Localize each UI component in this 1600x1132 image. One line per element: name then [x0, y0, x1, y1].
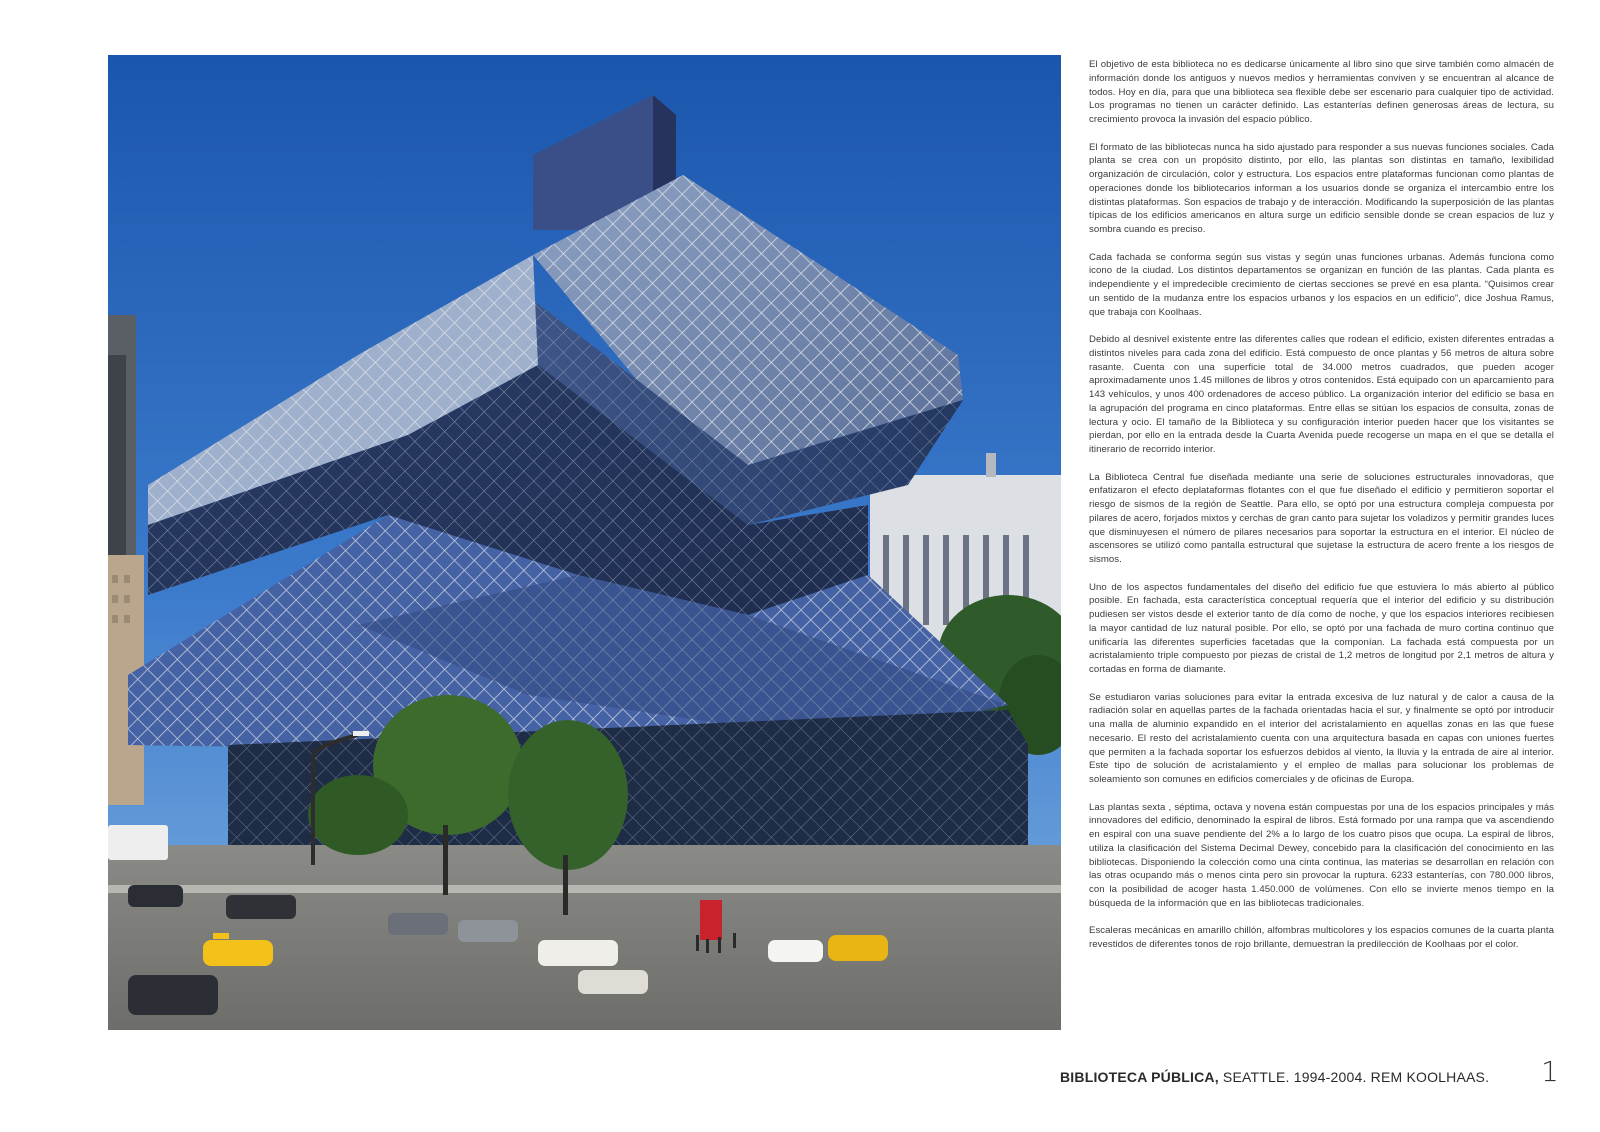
- paragraph: Debido al desnivel existente entre las diferentes calles que rodean el edificio, existen diferentes entradas a distintos niveles para cada zona del edificio. Está compuesto de once plantas y 56 metros de altura sobre rasante. Cuenta con una superficie total de 34.000 metros cuadrados, que pueden acoger aproximadamente unos 1.45 millones de libros y otros contenidos. Está equipado con un aparcamiento para 143 vehículos, y unos 400 ordenadores de acceso público. La organización interior del edificio se basa en la agrupación del programa en cinco plataformas. Entre ellas se sitúan los espacios de consulta, zonas de lectura y ocio. El tamaño de la Biblioteca y su configuración interior pueden hacer que los visitantes se pierdan, por ello en la entrada desde la Cuarta Avenida puede recogerse un mapa en el que se detalla el itinerario de recorrido interior.: [1089, 334, 1554, 455]
- page-caption: [1060, 1069, 1489, 1085]
- caption-details: SEATTLE. 1994-2004. REM KOOLHAAS.: [1218, 1069, 1490, 1085]
- paragraph: El objetivo de esta biblioteca no es dedicarse únicamente al libro sino que sirve también como almacén de información donde los antiguos y nuevos medios y herramientas conviven y se encuentran al alcance de todos. Hoy en día, para que una biblioteca sea flexible debe ser escenario para cualquier tipo de actividad. Los programas no tienen un carácter definido. Las estanterías definen generosas áreas de lectura, su crecimiento provoca la invasión del espacio público.: [1089, 59, 1554, 125]
- page-number: 1: [1541, 1055, 1559, 1088]
- paragraph: Uno de los aspectos fundamentales del diseño del edificio fue que estuviera lo más abierto al público posible. En fachada, esta característica conceptual requería que el interior del edificio y su distribución pudiesen ser vistos desde el exterior tanto de día como de noche, y que los espacios interiores recibiesen la mayor cantidad de luz natural posible. Por ello, se optó por una fachada de muro cortina continuo que unificaría las diferentes superficies facetadas que la componían. La fachada está compuesta por un acristalamiento triple compuesto por piezas de cristal de 1,2 metros de longitud por 2,1 metros de altura y cortadas en forma de diamante.: [1089, 581, 1554, 675]
- building-photo: [108, 55, 1061, 1030]
- article-body: [1089, 58, 1554, 966]
- paragraph: El formato de las bibliotecas nunca ha sido ajustado para responder a sus nuevas funciones sociales. Cada planta se crea con un propósito distinto, por ello, las plantas son distintas en tamaño, lexibilidad organización de circulación, color y estructura. Los espacios entre plataformas funcionan como plantas de operaciones donde los bibliotecarios informan a los usuarios donde se organiza el intercambio entre los distintas plataformas. Son espacios de trabajo y de interacción. Modificando la superposición de las plantas típicas de los edificios americanos en altura surge un edificio sensible donde se crean espacios de luz y sombra cuando es preciso.: [1089, 141, 1554, 235]
- paragraph: La Biblioteca Central fue diseñada mediante una serie de soluciones estructurales innovadoras, que enfatizaron el efecto deplataformas flotantes con el que fue diseñado el edificio y permitieron soportar el riesgo de sismos de la región de Seattle. Para ello, se optó por una estructura compleja compuesta por pilares de acero, forjados mixtos y cerchas de gran canto para sujetar los voladizos y permitir grandes luces que disminuyesen el número de pilares necesarios para soportar la estructura en el interior. El núcleo de ascensores se utilizó como pantalla estructural que sujetase la estructura de acero frente a los riesgos de sismos.: [1089, 471, 1554, 565]
- paragraph: Se estudiaron varias soluciones para evitar la entrada excesiva de luz natural y de calor a causa de la radiación solar en aquellas partes de la fachada orientadas hacia el sur, y finalmente se optó por introducir una malla de aluminio expandido en el interior del acristalamiento en aquellas zonas en las que fuese necesario. El resto del acristalamiento cuenta con una arquitectura basada en capas con uniones fuertes que permiten a la fachada soportar los esfuerzos debidos al viento, la lluvia y la entrada de aire al interior. Este tipo de solución de acristalamiento y el empleo de mallas para solucionar los problemas de soleamiento son comunes en edificios comerciales y de oficinas de Europa.: [1089, 691, 1554, 785]
- paragraph: Cada fachada se conforma según sus vistas y según unas funciones urbanas. Además funciona como icono de la ciudad. Los distintos departamentos se organizan en función de las plantas. Cada planta es independiente y el impredecible crecimiento de ciertas secciones se prevé en esa planta. “Quisimos crear un sentido de la mudanza entre los espacios urbanos y los espacios en un edificio”, dice Joshua Ramus, que trabaja con Koolhaas.: [1089, 251, 1554, 318]
- paragraph: Escaleras mecánicas en amarillo chillón, alfombras multicolores y los espacios comunes de la cuarta planta revestidos de diferentes tonos de rojo brillante, demuestran la predilección de Koolhaas por el color.: [1089, 925, 1554, 950]
- paragraph: Las plantas sexta , séptima, octava y novena están compuestas por una de los espacios principales y más innovadores del edificio, denominado la espiral de libros. Está formado por una rampa que va ascendiendo en espiral con una suave pendiente del 2% a lo largo de los cuatro pisos que ocupa. La espiral de libros, utiliza la clasificación del Sistema Decimal Dewey, concebido para la clasificación del conocimiento en las bibliotecas. Disponiendo la colección como una cinta continua, las materias se desarrollan en relación con las otras ocupando más o menos cinta pero sin provocar la ruptura. 6233 estanterías, con 780.000 libros, con la posibilidad de acoger hasta 1.450.000 de volúmenes. Con ello se invierte menos tiempo en la búsqueda de la información que en las bibliotecas tradicionales.: [1089, 801, 1554, 909]
- caption-title: BIBLIOTECA PÚBLICA,: [1060, 1069, 1219, 1085]
